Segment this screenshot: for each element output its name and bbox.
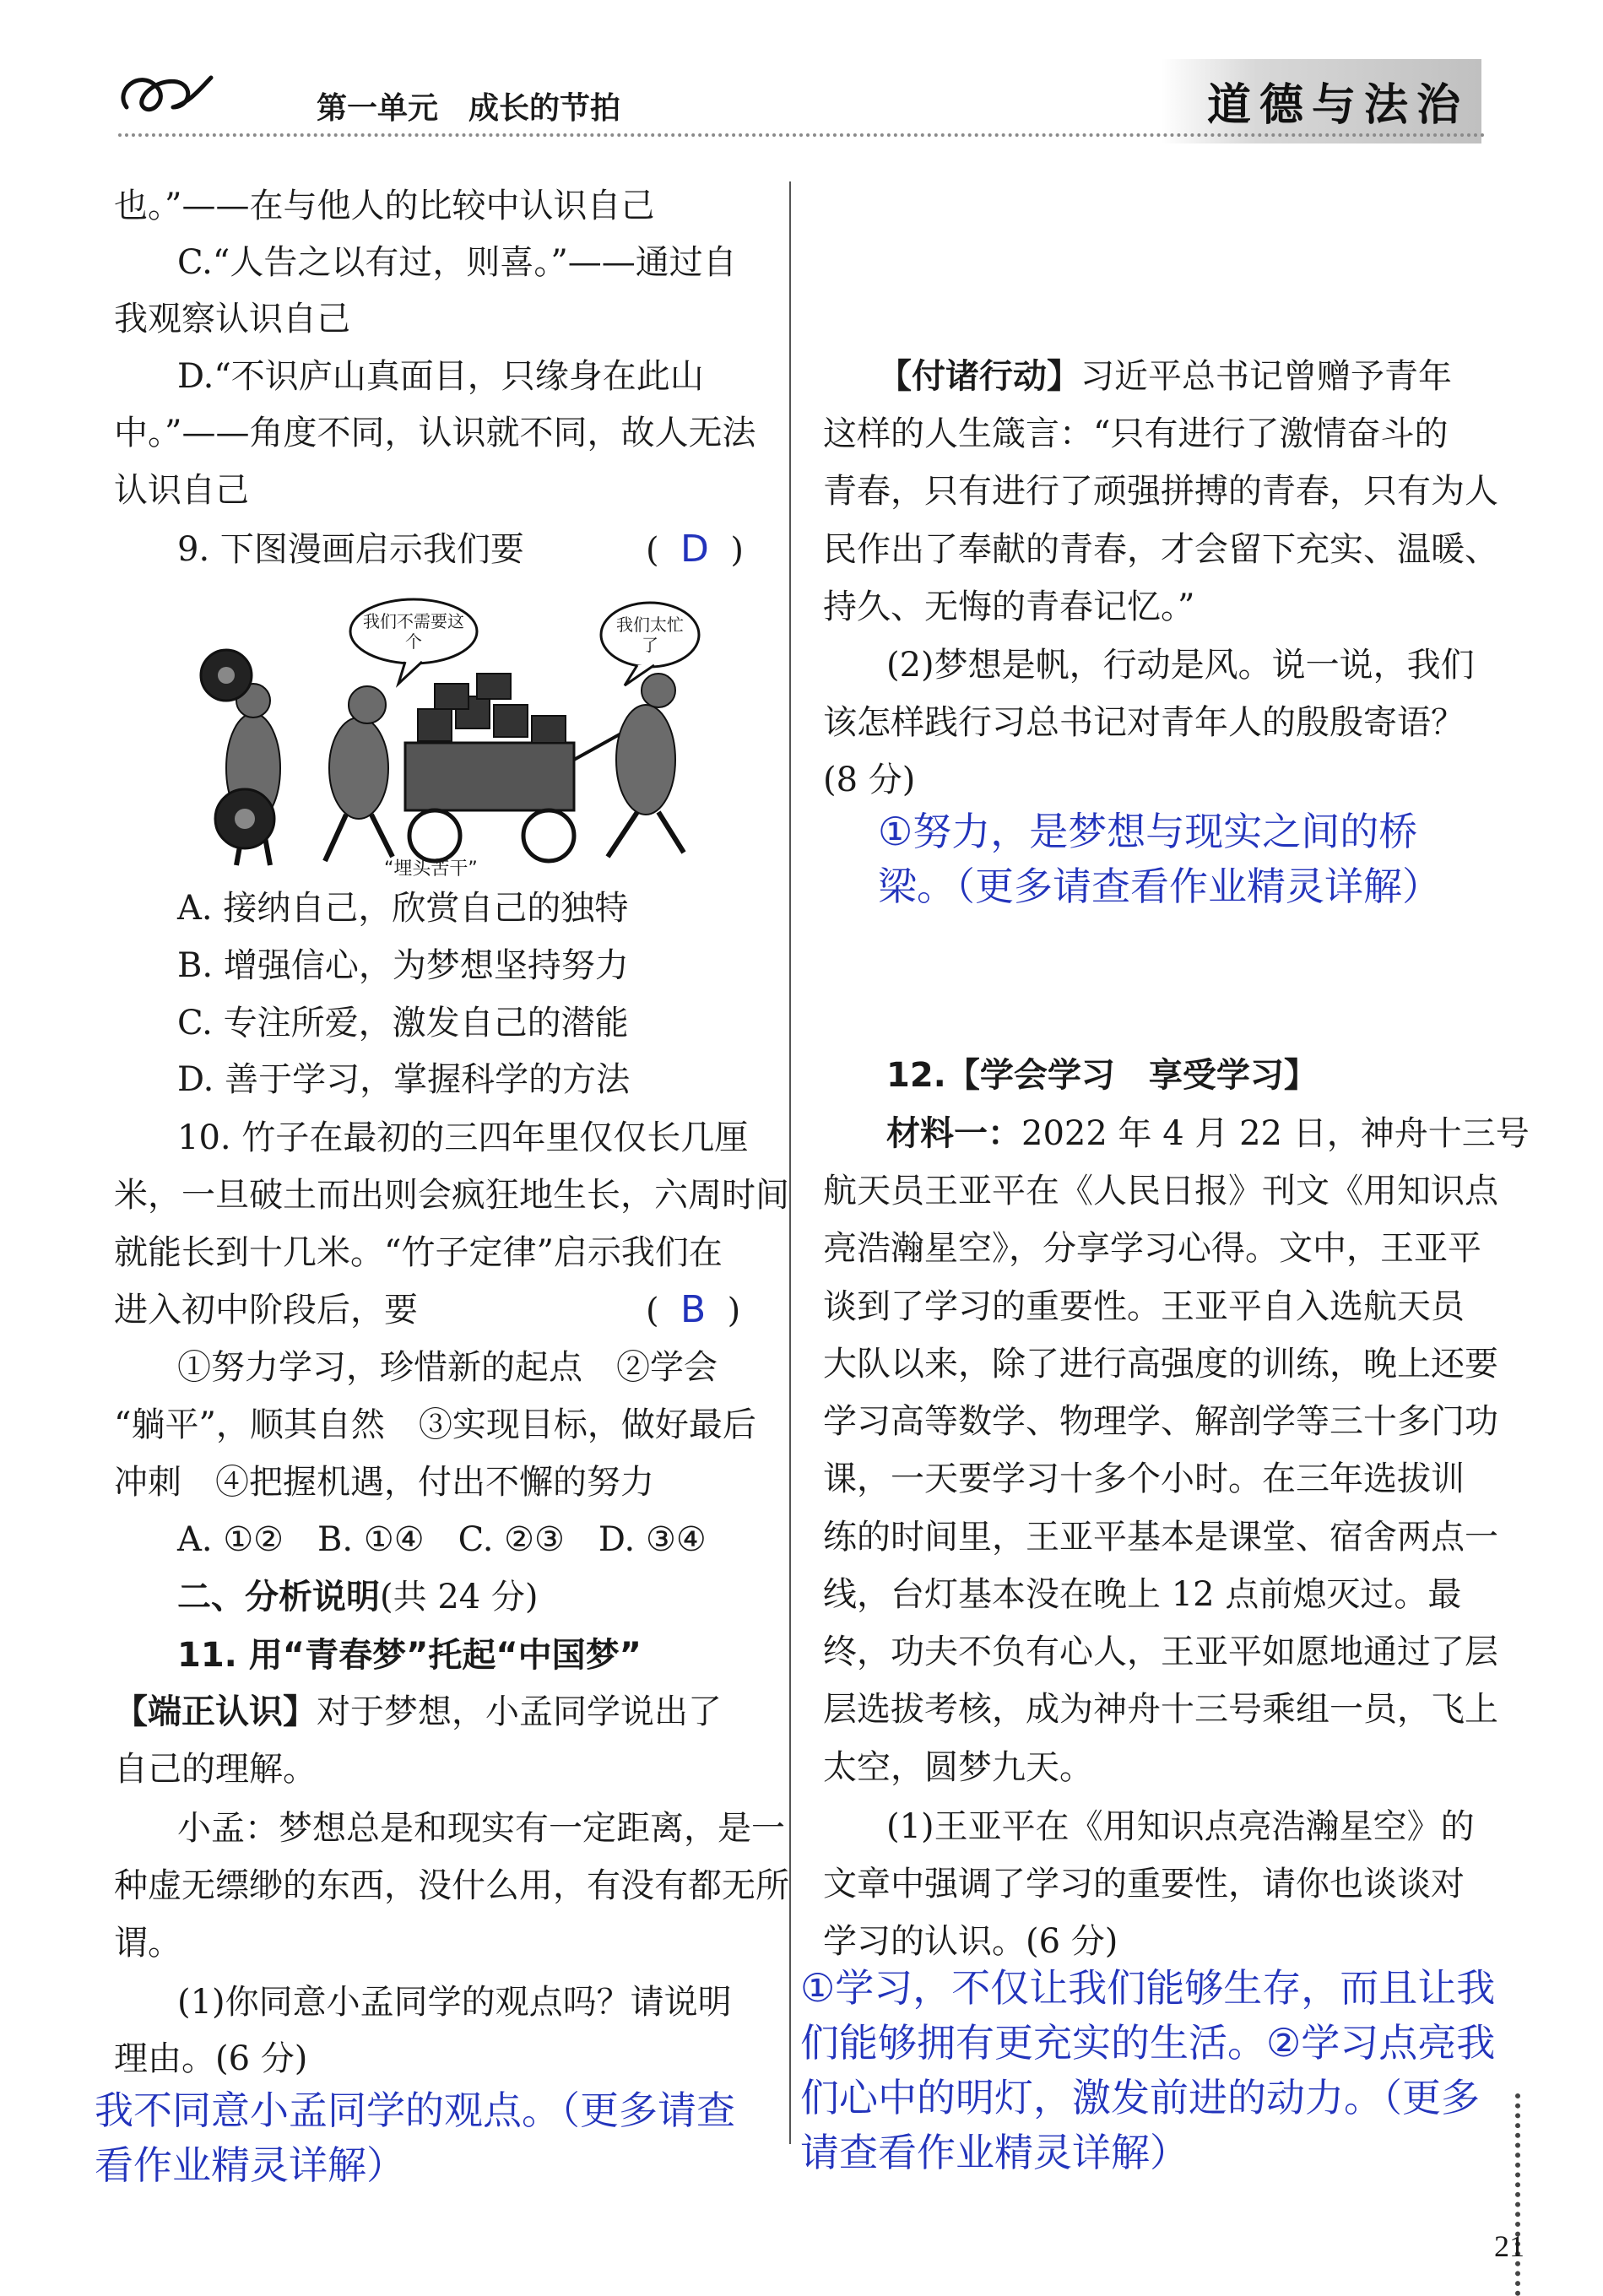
text-line: 太空，圆梦九天。 bbox=[823, 1748, 1093, 1787]
q10-choices: ①努力学习，珍惜新的起点 ②学会 bbox=[177, 1348, 718, 1387]
speech-bubble-2: 我们太忙了 bbox=[616, 615, 684, 655]
answer-11-1: 我不同意小孟同学的观点。（更多请查 bbox=[95, 2088, 735, 2133]
text-line: 就能长到十几米。“竹子定律”启示我们在 bbox=[114, 1233, 723, 1272]
header-divider bbox=[118, 133, 1486, 137]
q11-part2: (8 分) bbox=[823, 761, 916, 799]
q11-part1: 理由。(6 分) bbox=[114, 2039, 308, 2078]
q9-option-a: A. 接纳自己，欣赏自己的独特 bbox=[177, 889, 629, 928]
answer-11-1: 看作业精灵详解） bbox=[95, 2142, 405, 2188]
margin-dots bbox=[1515, 2093, 1520, 2296]
action-tag: 【付诸行动】 bbox=[878, 357, 1080, 396]
q9-option-b: B. 增强信心，为梦想坚持努力 bbox=[177, 946, 629, 985]
section-2-title: 二、分析说明 bbox=[177, 1578, 380, 1616]
speech-bubble-1: 我们不需要这个 bbox=[363, 611, 464, 652]
text-line: 小孟：梦想总是和现实有一定距离，是一 bbox=[177, 1809, 785, 1848]
text-line: 终，功夫不负有心人，王亚平如愿地通过了层 bbox=[823, 1633, 1498, 1671]
text-line: 谈到了学习的重要性。王亚平自入选航天员 bbox=[823, 1287, 1465, 1326]
text-line: 自己的理解。 bbox=[114, 1750, 317, 1789]
material-text: 2022 年 4 月 22 日，神舟十三号 bbox=[1021, 1114, 1530, 1153]
q12-part1: 文章中强调了学习的重要性，请你也谈谈对 bbox=[823, 1865, 1465, 1903]
answer-12-1: 们能够拥有更充实的生活。②学习点亮我 bbox=[800, 2020, 1496, 2066]
text-line: 持久、无悔的青春记忆。” bbox=[823, 588, 1195, 626]
answer-12-1: 请查看作业精灵详解） bbox=[800, 2130, 1189, 2175]
text-line: 青春，只有进行了顽强拼搏的青春，只有为人 bbox=[823, 472, 1498, 511]
q11-action bbox=[878, 355, 1452, 398]
text-line: 练的时间里，王亚平基本是课堂、宿舍两点一 bbox=[823, 1518, 1498, 1557]
answer-10: B bbox=[680, 1288, 707, 1331]
text-line: 米，一旦破土而出则会疯狂地生长，六周时间 bbox=[114, 1176, 789, 1215]
section-2-score: (共 24 分) bbox=[380, 1578, 539, 1616]
answer-12-1: ①学习，不仅让我们能够生存，而且让我 bbox=[800, 1965, 1496, 2011]
text-line: 大队以来，除了进行高强度的训练，晚上还要 bbox=[823, 1345, 1498, 1384]
text-line: 学习高等数学、物理学、解剖学等三十多门功 bbox=[823, 1402, 1498, 1441]
q9-option-d: D. 善于学习，掌握科学的方法 bbox=[177, 1060, 631, 1099]
unit-title: 第一单元 成长的节拍 bbox=[317, 91, 621, 126]
text-line: 课，一天要学习十多个小时。在三年选拔训 bbox=[823, 1459, 1465, 1498]
text-line: 线，台灯基本没在晚上 12 点前熄灭过。最 bbox=[823, 1575, 1462, 1614]
action-text: 习近平总书记曾赠予青年 bbox=[1080, 357, 1452, 396]
subject-title: 道德与法治 bbox=[1207, 80, 1470, 131]
text-line: 认识自己 bbox=[114, 471, 249, 510]
text-line: 民作出了奉献的青春，才会留下充实、温暖、 bbox=[823, 530, 1498, 569]
question-12: 12.【学会学习 享受学习】 bbox=[886, 1056, 1318, 1095]
q10-options: A. ①② B. ①④ C. ②③ D. ③④ bbox=[177, 1520, 707, 1559]
q11-intro bbox=[114, 1690, 722, 1734]
text-line: 层选拔考核，成为神舟十三号乘组一员，飞上 bbox=[823, 1690, 1498, 1729]
answer-9: D bbox=[680, 528, 709, 571]
answer-12-1: 们心中的明灯，激发前进的动力。（更多 bbox=[800, 2075, 1480, 2120]
q12-part1: (1)王亚平在《用知识点亮浩瀚星空》的 bbox=[886, 1807, 1475, 1846]
text-line: 这样的人生箴言：“只有进行了激情奋斗的 bbox=[823, 414, 1449, 453]
answer-paren-9: ( D ) bbox=[646, 528, 744, 571]
question-10: 10. 竹子在最初的三四年里仅仅长几厘 bbox=[177, 1118, 749, 1157]
option-d: D.“不识庐山真面目，只缘身在此山 bbox=[177, 357, 704, 396]
text-line: 种虚无缥缈的东西，没什么用，有没有都无所 bbox=[114, 1866, 789, 1905]
text-line: 也。”——在与他人的比较中认识自己 bbox=[114, 187, 655, 225]
q11-part2: 该怎样践行习总书记对青年人的殷殷寄语？ bbox=[823, 703, 1465, 742]
section-2-heading bbox=[177, 1575, 539, 1619]
cartoon-image bbox=[177, 591, 705, 878]
q11-part2: (2)梦想是帆，行动是风。说一说，我们 bbox=[886, 646, 1475, 685]
cartoon-caption: “埋头苦干” bbox=[384, 858, 478, 880]
q10-choices: 冲刺 ④把握机遇，付出不懈的努力 bbox=[114, 1463, 654, 1502]
text-line: 航天员王亚平在《人民日报》刊文《用知识点 bbox=[823, 1172, 1498, 1210]
answer-11-2: ①努力，是梦想与现实之间的桥 bbox=[878, 809, 1418, 854]
question-11: 11. 用“青春梦”托起“中国梦” bbox=[177, 1636, 642, 1675]
question-9: 9. 下图漫画启示我们要 bbox=[177, 530, 524, 569]
answer-paren-10: ( B ) bbox=[646, 1288, 741, 1331]
page-number: 21 bbox=[1494, 2229, 1524, 2263]
option-c: C.“人告之以有过，则喜。”——通过自 bbox=[177, 243, 737, 282]
material-1 bbox=[886, 1112, 1530, 1156]
q10-choices: “躺平”，顺其自然 ③实现目标，做好最后 bbox=[114, 1405, 756, 1444]
q9-option-c: C. 专注所爱，激发自己的潜能 bbox=[177, 1004, 629, 1042]
answer-11-2: 梁。（更多请查看作业精灵详解） bbox=[878, 864, 1441, 909]
text-line: 中。”——角度不同，认识就不同，故人无法 bbox=[114, 414, 756, 452]
q11-tag: 【端正认识】 bbox=[114, 1692, 317, 1731]
q11-text: 对于梦想，小孟同学说出了 bbox=[317, 1692, 722, 1731]
text-line: 亮浩瀚星空》，分享学习心得。文中，王亚平 bbox=[823, 1229, 1481, 1268]
q12-part1: 学习的认识。(6 分) bbox=[823, 1922, 1118, 1961]
q11-part1: (1)你同意小孟同学的观点吗？请说明 bbox=[177, 1983, 732, 2022]
text-line: 谓。 bbox=[114, 1924, 181, 1963]
text-line: 我观察认识自己 bbox=[114, 300, 350, 338]
column-divider bbox=[789, 181, 791, 2144]
logo-swirl-icon bbox=[110, 61, 219, 128]
material-label: 材料一： bbox=[886, 1114, 1021, 1153]
text-line: 进入初中阶段后，要 bbox=[114, 1291, 418, 1329]
